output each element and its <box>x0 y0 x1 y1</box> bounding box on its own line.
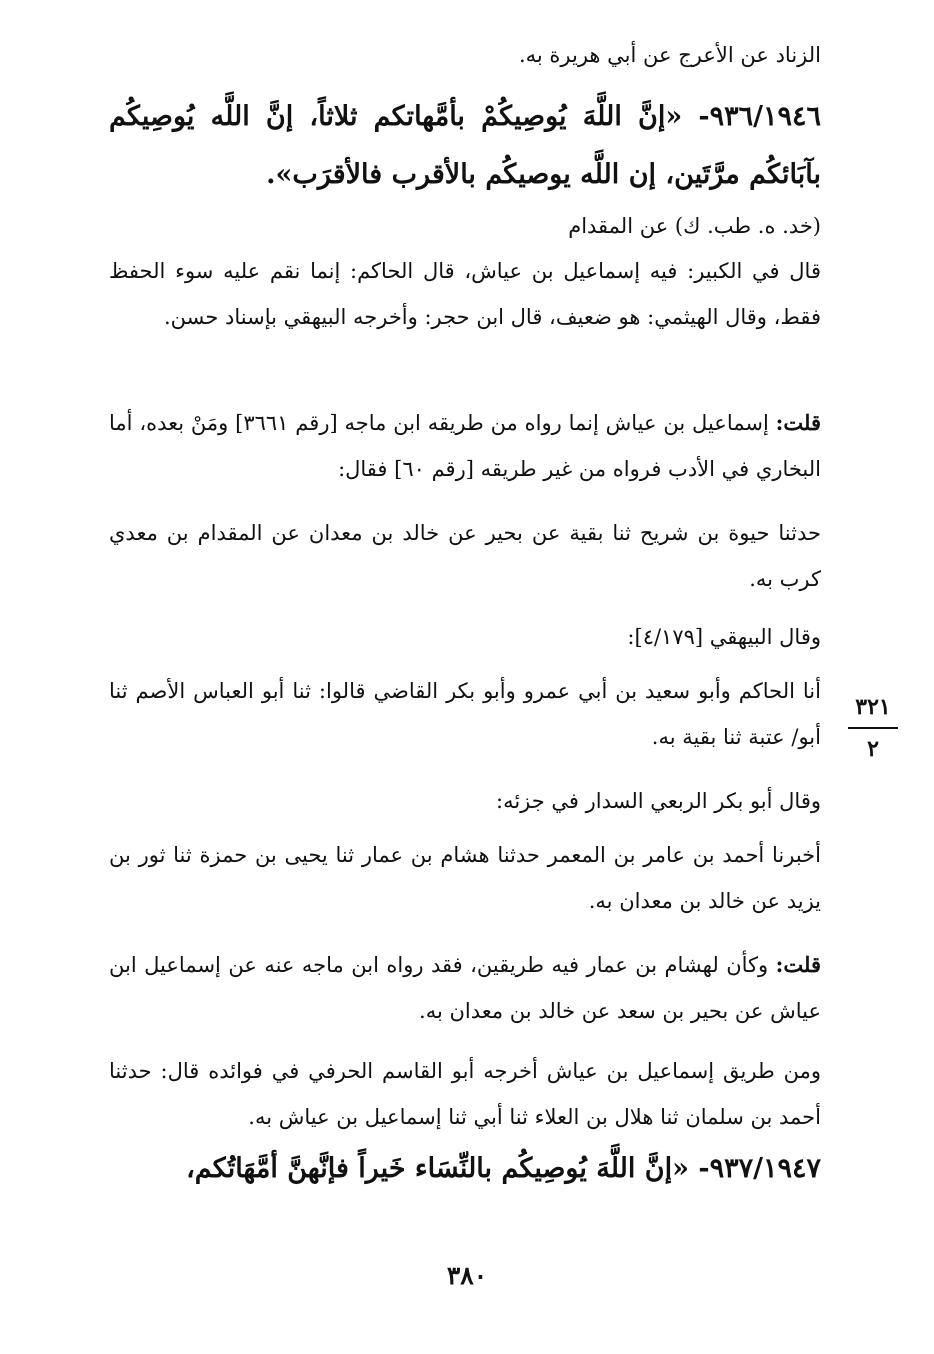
margin-reference <box>845 693 901 763</box>
hadith-936: ٩٣٦/١٩٤٦- «إنَّ اللَّهَ يُوصِيكُمْ بأمَّهاتكم ثلاثاً، إنَّ اللَّه يُوصِيكُم بآبَائكُم مرَّتَين، إن اللَّه يوصيكُم بالأقرب فالأقرَب». <box>109 101 821 190</box>
margin-reference-bottom: ٢ <box>867 736 879 762</box>
page-number: ٣٨٠ <box>446 1261 488 1290</box>
hadith-936-sources: (خد. ه. طب. ك) عن المقدام <box>568 214 821 238</box>
hadith-937: ٩٣٧/١٩٤٧- «إنَّ اللَّهَ يُوصِيكُم بالنِّسَاء خَيراً فإنَّهنَّ أمَّهَاتُكم، <box>186 1153 821 1184</box>
note-label: قلت: <box>775 952 821 977</box>
isnad-bukhari: حدثنا حيوة بن شريح ثنا بقية عن بحير عن خالد بن معدان عن المقدام بن معدي كرب به. <box>109 521 821 591</box>
isnad-hakim: أنا الحاكم وأبو سعيد بن أبي عمرو وأبو بكر القاضي قالوا: ثنا أبو العباس الأصم ثنا أبو/ عتبة ثنا بقية به. <box>109 679 821 749</box>
note-isnad-ibn-majah <box>109 400 821 492</box>
note-text: وكأن لهشام بن عمار فيه طريقين، فقد رواه ابن ماجه عنه عن إسماعيل ابن عياش عن بحير بن سعد عن خالد بن معدان به. <box>109 953 821 1023</box>
isnad-harfi: ومن طريق إسماعيل بن عياش أخرجه أبو القاسم الحرفي في فوائده قال: حدثنا أحمد بن سلمان ثنا هلال بن العلاء ثنا أبي ثنا إسماعيل بن عياش به. <box>109 1059 821 1129</box>
margin-divider <box>848 727 898 729</box>
note-hisham-ibn-ammar <box>109 942 821 1034</box>
commentary-al-kabir: قال في الكبير: فيه إسماعيل بن عياش، قال الحاكم: إنما نقم عليه سوء الحفظ فقط، وقال الهيثمي: هو ضعيف، قال ابن حجر: وأخرجه البيهقي بإسناد حسن. <box>109 259 821 329</box>
note-label: قلت: <box>775 410 821 435</box>
paragraph-chain-end: الزناد عن الأعرج عن أبي هريرة به. <box>518 43 821 67</box>
rabi-reference: وقال أبو بكر الربعي السدار في جزئه: <box>496 789 821 813</box>
margin-reference-top: ٣٢١ <box>855 694 891 720</box>
bayhaqi-reference: وقال البيهقي [٤/١٧٩]: <box>627 625 821 649</box>
isnad-ahmad-ibn-amir: أخبرنا أحمد بن عامر بن المعمر حدثنا هشام بن عمار ثنا يحيى بن حمزة ثنا ثور بن يزيد عن خالد بن معدان به. <box>109 843 821 913</box>
note-text: إسماعيل بن عياش إنما رواه من طريقه ابن ماجه [رقم ٣٦٦١] ومَنْ بعده، أما البخاري في الأدب فرواه من غير طريقه [رقم ٦٠] فقال: <box>109 411 821 481</box>
